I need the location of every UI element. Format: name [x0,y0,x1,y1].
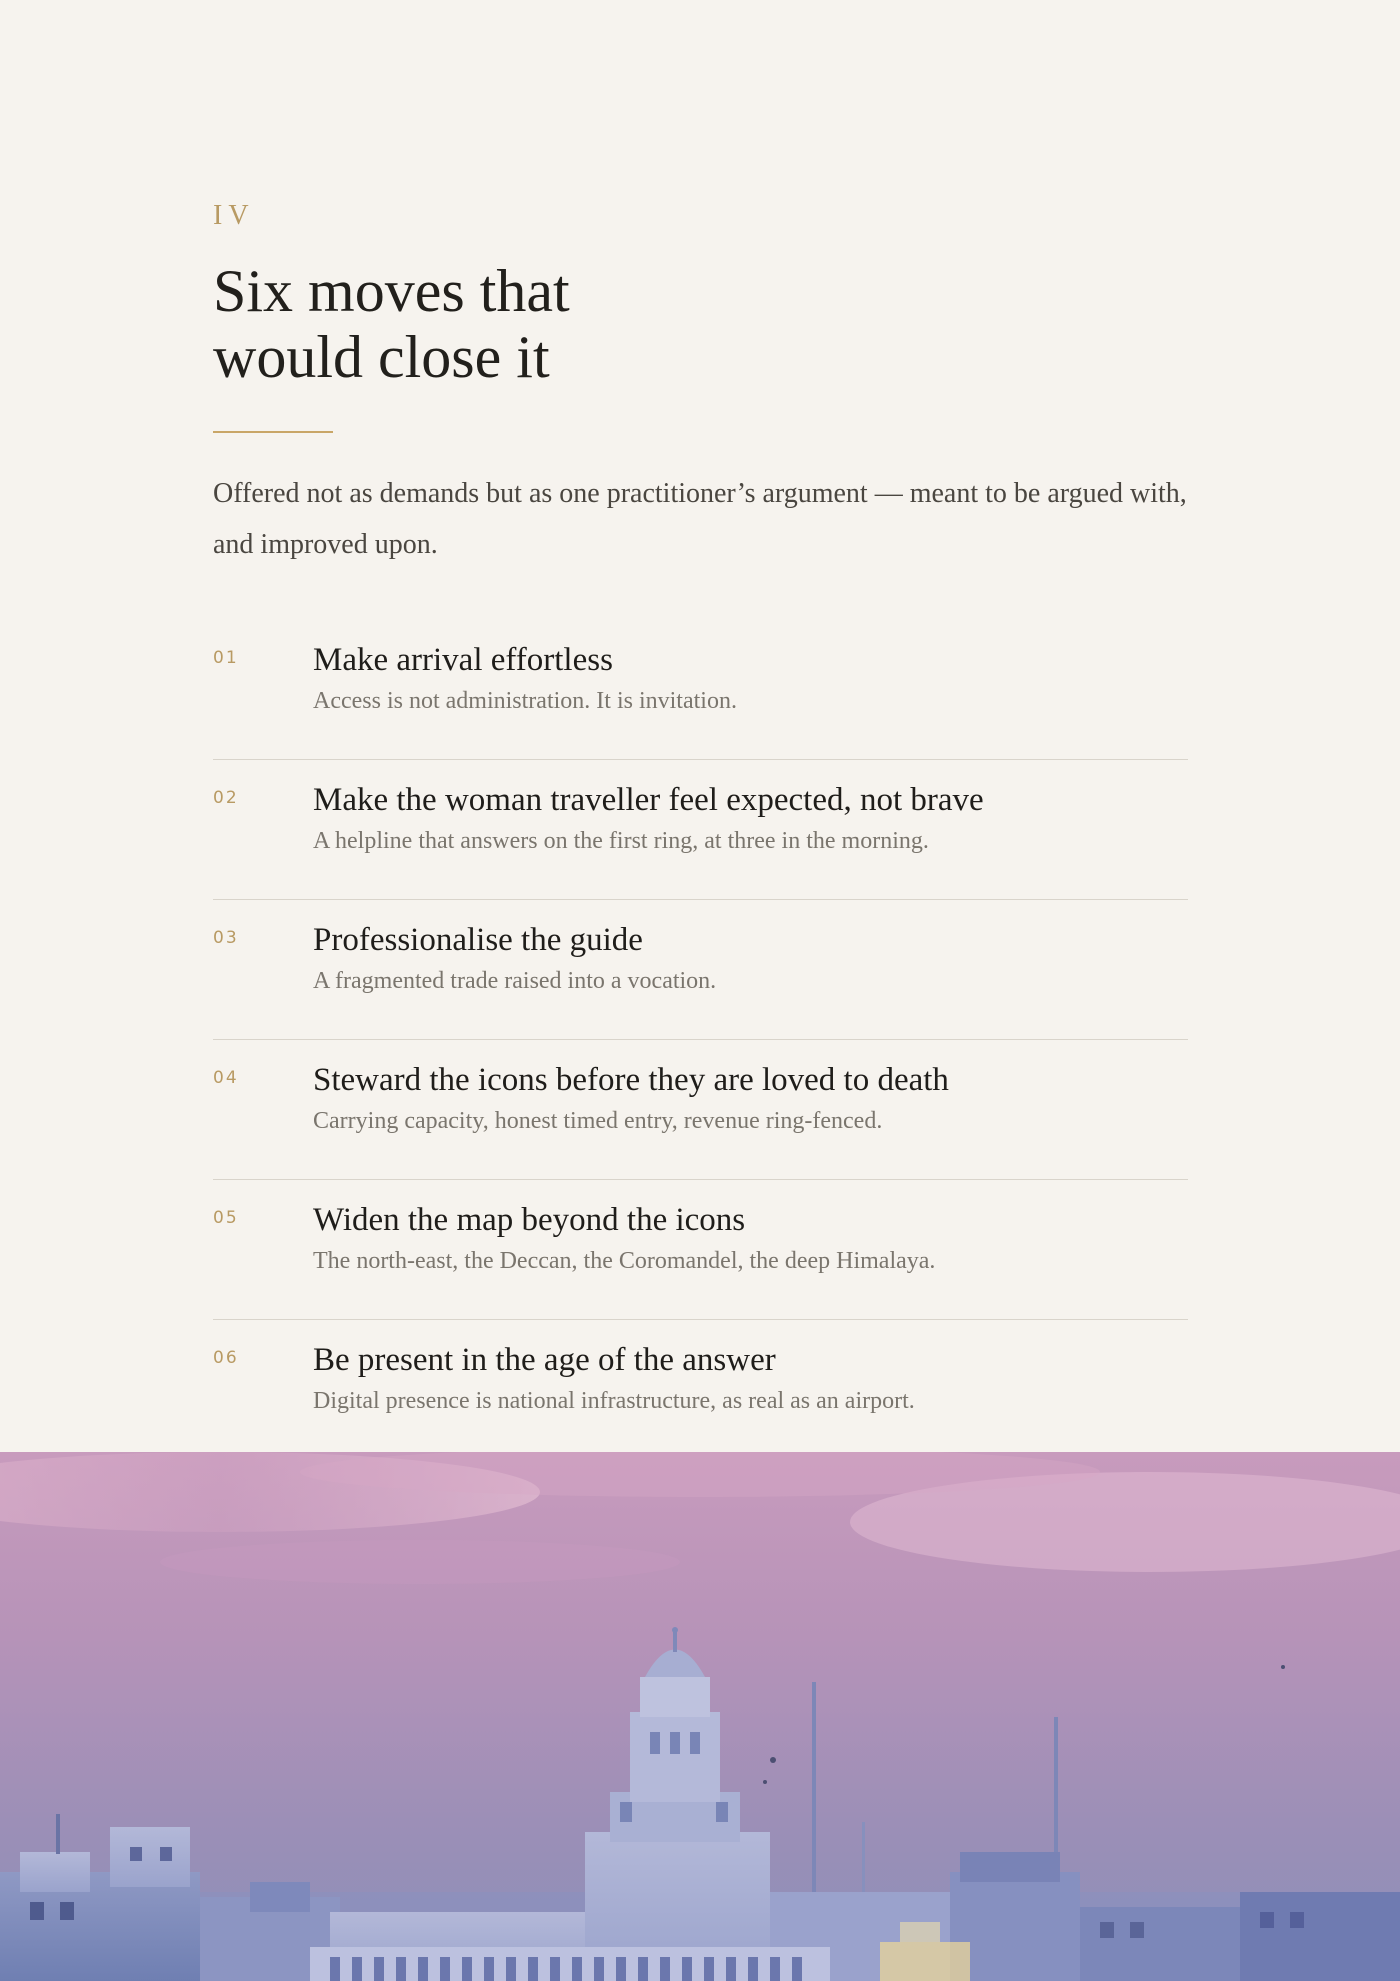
move-title: Be present in the age of the answer [313,1342,776,1378]
section-intro: Offered not as demands but as one practitioner’s argument — meant to be argued with, and improved upon. [213,478,1187,560]
move-number: 04 [213,1068,239,1088]
section-numeral: IV [213,200,255,231]
move-item [213,1180,1188,1320]
move-item [213,1040,1188,1180]
section-title-line-2: would close it [213,324,550,390]
move-description: A fragmented trade raised into a vocation. [313,968,717,994]
move-title: Steward the icons before they are loved to death [313,1062,949,1098]
move-description: Carrying capacity, honest timed entry, revenue ring-fenced. [313,1108,883,1134]
city-skyline-photo [0,1452,1400,1981]
move-title: Professionalise the guide [313,922,643,958]
move-description: Access is not administration. It is invitation. [313,688,737,714]
move-number: 05 [213,1208,239,1228]
move-number: 06 [213,1348,239,1368]
section-title-line-1: Six moves that [213,258,570,324]
move-item [213,760,1188,900]
section-title [213,258,570,390]
move-description: Digital presence is national infrastructure, as real as an airport. [313,1388,915,1414]
move-description: A helpline that answers on the first ring, at three in the morning. [313,828,929,854]
moves-list [213,620,1188,1460]
move-number: 02 [213,788,239,808]
move-description: The north-east, the Deccan, the Coromandel, the deep Himalaya. [313,1248,936,1274]
move-title: Widen the map beyond the icons [313,1202,746,1238]
move-item [213,1320,1188,1460]
move-title: Make the woman traveller feel expected, not brave [313,782,984,818]
move-item [213,620,1188,760]
move-item [213,900,1188,1040]
move-number: 01 [213,648,239,668]
accent-rule [213,431,333,433]
move-title: Make arrival effortless [313,642,613,678]
city-skyline-illustration [0,1452,1400,1981]
move-number: 03 [213,928,239,948]
